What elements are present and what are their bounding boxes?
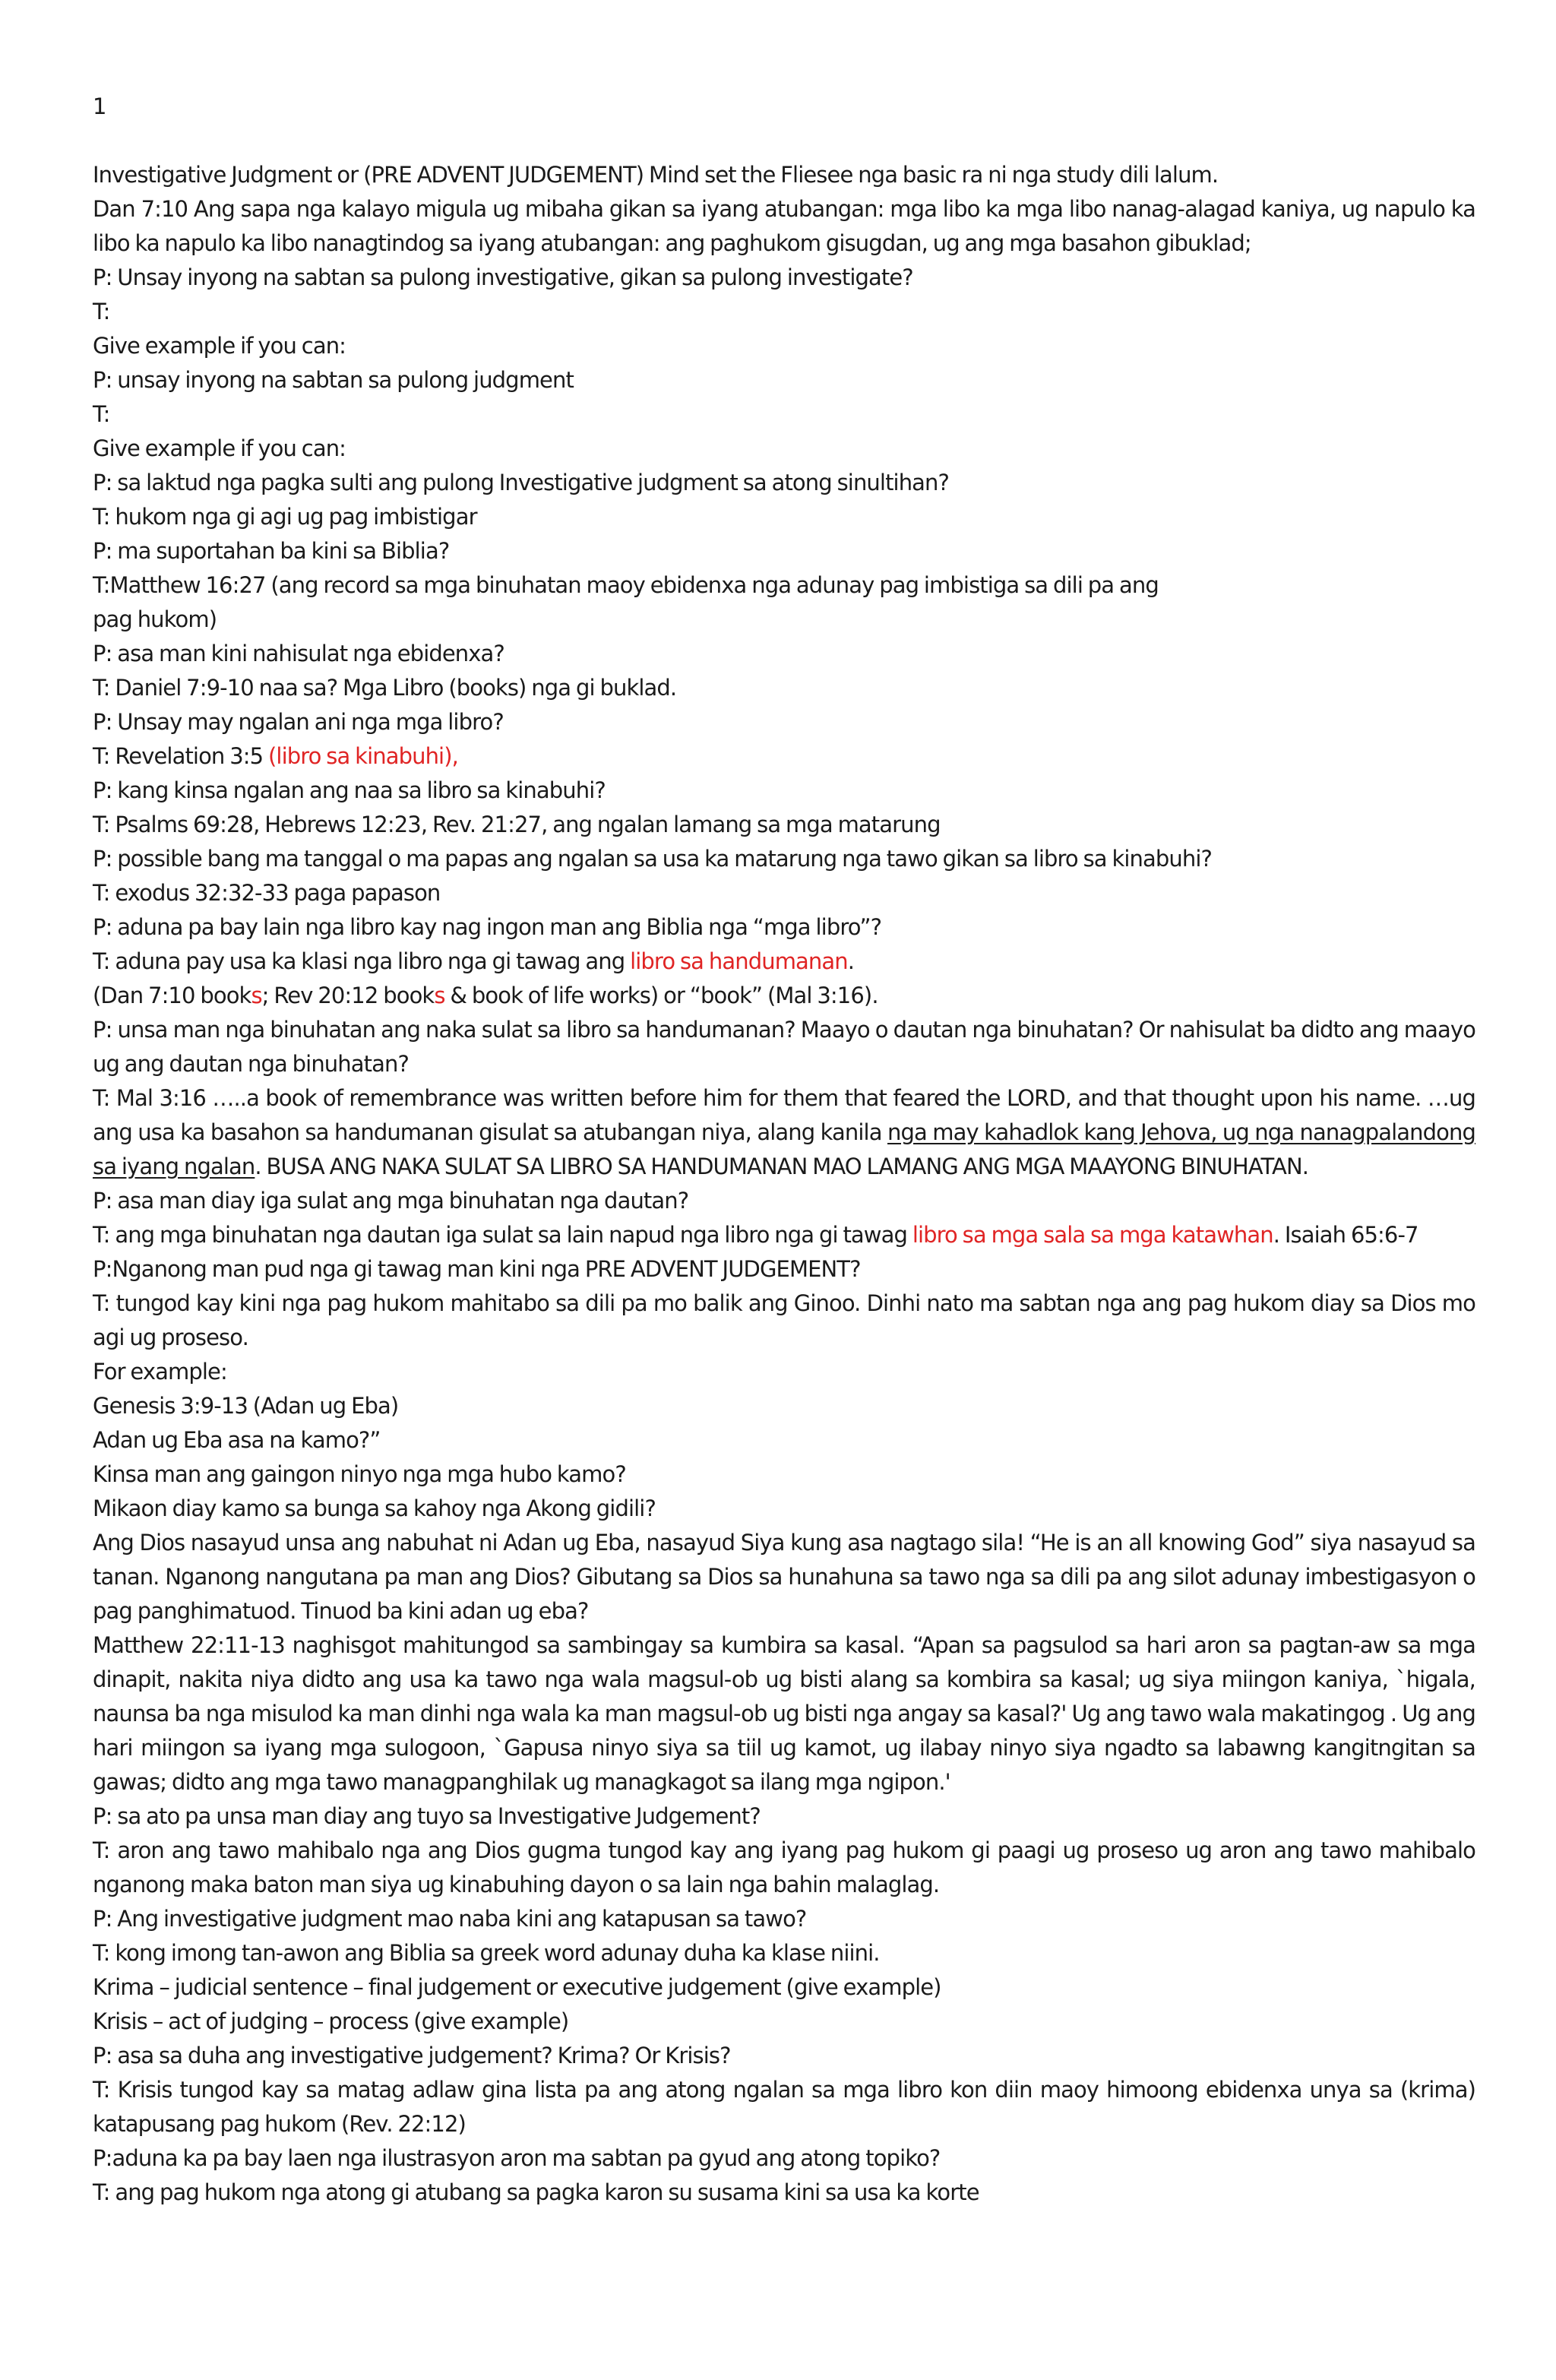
answer-line <box>93 1218 1475 1252</box>
definition-line: Krisis – act of judging – process (give example) <box>93 2008 569 2034</box>
answer-line: T: aron ang tawo mahibalo nga ang Dios gugma tungod kay ang iyang pag hukom gi paagi ug proseso ug aron ang tawo mahibalo nganong maka baton man siya ug kinabuhing dayon o sa lain nga bahin malaglag. <box>93 1837 1475 1897</box>
question-line: P: Ang investigative judgment mao naba kini ang katapusan sa tawo? <box>93 1906 807 1932</box>
answer-text: pag hukom) <box>93 606 217 632</box>
answer-text: T: ang mga binuhatan nga dautan iga sulat sa lain napud nga libro nga gi tawag <box>93 1222 912 1248</box>
question-line: P: unsa man nga binuhatan ang naka sulat sa libro sa handumanan? Maayo o dautan nga binuhatan? Or nahisulat ba didto ang maayo ug ang dautan nga binuhatan? <box>93 1017 1475 1077</box>
answer-line: T: hukom nga gi agi ug pag imbistigar <box>93 504 477 530</box>
explanation-paragraph: Ang Dios nasayud unsa ang nabuhat ni Adan ug Eba, nasayud Siya kung asa nagtago sila! “He is an all knowing God” siya nasayud sa tanan. Nganong nangutana pa man ang Dios? Gibutang sa Dios sa hunahuna sa tawo nga sa dili pa ang silot adunay imbestigasyon o pag panghimatuod. Tinuod ba kini adan ug eba? <box>93 1530 1475 1624</box>
question-line: P: aduna pa bay lain nga libro kay nag ingon man ang Biblia nga “mga libro”? <box>93 914 882 940</box>
document-body <box>93 90 1475 2210</box>
answer-text: T:Matthew 16:27 (ang record sa mga binuhatan maoy ebidenxa nga adunay pag imbistiga sa dili pa ang <box>93 572 1159 598</box>
question-line: P: asa man kini nahisulat nga ebidenxa? <box>93 641 504 666</box>
scripture-quote: Mikaon diay kamo sa bunga sa kahoy nga Akong gidili? <box>93 1495 656 1521</box>
answer-text: T: Revelation 3:5 <box>93 743 268 769</box>
doc-title-line: Investigative Judgment or (PRE ADVENT JUDGEMENT) Mind set the Fliesee nga basic ra ni nga study dili lalum. <box>93 162 1219 188</box>
question-line: P: asa man diay iga sulat ang mga binuhatan nga dautan? <box>93 1188 689 1214</box>
question-line: P: asa sa duha ang investigative judgement? Krima? Or Krisis? <box>93 2043 731 2068</box>
answer-line: T: tungod kay kini nga pag hukom mahitabo sa dili pa mo balik ang Ginoo. Dinhi nato ma sabtan nga ang pag hukom diay sa Dios mo agi ug proseso. <box>93 1290 1475 1350</box>
answer-line: T: exodus 32:32-33 paga papason <box>93 880 441 906</box>
dan-7-10-verse: Dan 7:10 Ang sapa nga kalayo migula ug mibaha gikan sa iyang atubangan: mga libo ka mga libo nanag-alagad kaniya, ug napulo ka libo ka napulo ka libo nanagtindog sa iyang atubangan: ang paghukom gisugdan, ug ang mga basahon gibuklad; <box>93 196 1475 256</box>
underlined-phrase: nga may kahadlok kang Jehova, ug nga nanagpalandong sa iyang ngalan <box>93 1119 1475 1179</box>
answer-line <box>93 739 1475 774</box>
scripture-quote: Kinsa man ang gaingon ninyo nga mga hubo kamo? <box>93 1461 626 1487</box>
answer-text: T: Mal 3:16 …..a book of remembrance was written before him for them that feared the LORD, and that thought upon his name. …ug ang usa ka basahon sa handumanan gisulat sa atubangan niya, alang kanila <box>93 1085 1475 1145</box>
question-line: P: sa ato pa unsa man diay ang tuyo sa Investigative Judgement? <box>93 1803 761 1829</box>
question-line: P:aduna ka pa bay laen nga ilustrasyon aron ma sabtan pa gyud ang atong topiko? <box>93 2145 941 2171</box>
question-line: P: Unsay may ngalan ani nga mga libro? <box>93 709 504 735</box>
highlight-book-of-remembrance: libro sa handumanan <box>630 948 848 974</box>
answer-line <box>93 1081 1475 1184</box>
answer-line: T: kong imong tan-awon ang Biblia sa greek word adunay duha ka klase niini. <box>93 1940 880 1966</box>
answer-text: . <box>847 948 855 974</box>
answer-line: T: Daniel 7:9-10 naa sa? Mga Libro (books) nga gi buklad. <box>93 675 677 701</box>
matthew-22-paragraph: Matthew 22:11-13 naghisgot mahitungod sa sambingay sa kumbira sa kasal. “Apan sa pagsulod sa hari aron sa pagtan-aw sa mga dinapit, nakita niya didto ang usa ka tawo nga wala magsul-ob ug bisti alang sa kombira sa kasal; ug siya miingon kaniya, `higala, naunsa ba nga misulod ka man dinhi nga wala ka man magsul-ob ug bisti nga angay sa kasal?' Ug ang tawo wala makatingog . Ug ang hari miingon sa iyang mga sulogoon, `Gapusa ninyo siya sa tiil ug kamot, ug ilabay ninyo siya ngadto sa labawng kangitngitan sa gawas; didto ang mga tawo managpanghilak ug managkagot sa ilang mga ngipon.' <box>93 1632 1475 1795</box>
highlight-letter-s: s <box>434 983 445 1008</box>
example-prompt: Give example if you can: <box>93 435 346 461</box>
highlight-letter-s: s <box>251 983 262 1008</box>
answer-line <box>93 568 1475 637</box>
answer-text: . Isaiah 65:6-7 <box>1273 1222 1418 1248</box>
answer-line: T: <box>93 401 110 427</box>
definition-line: Krima – judicial sentence – final judgement or executive judgement (give example) <box>93 1974 941 2000</box>
highlight-book-of-life: (libro sa kinabuhi), <box>268 743 458 769</box>
reference-line <box>93 979 1475 1013</box>
highlight-book-of-sins: libro sa mga sala sa mga katawhan <box>912 1222 1273 1248</box>
answer-line: T: ang pag hukom nga atong gi atubang sa pagka karon su susama kini sa usa ka korte <box>93 2179 979 2205</box>
answer-line: T: <box>93 299 110 324</box>
question-line: P: unsay inyong na sabtan sa pulong judgment <box>93 367 574 393</box>
example-prompt: Give example if you can: <box>93 333 346 359</box>
answer-line: T: Krisis tungod kay sa matag adlaw gina lista pa ang atong ngalan sa mga libro kon diin maoy himoong ebidenxa unya sa (krima) katapusang pag hukom (Rev. 22:12) <box>93 2077 1475 2137</box>
question-line: P: sa laktud nga pagka sulti ang pulong Investigative judgment sa atong sinultihan? <box>93 470 950 495</box>
answer-text: . BUSA ANG NAKA SULAT SA LIBRO SA HANDUMANAN MAO LAMANG ANG MGA MAAYONG BINUHATAN. <box>255 1154 1309 1179</box>
reference-text: & book of life works) or “book” (Mal 3:16). <box>444 983 878 1008</box>
reference-text: (Dan 7:10 book <box>93 983 251 1008</box>
question-line: P:Nganong man pud nga gi tawag man kini nga PRE ADVENT JUDGEMENT? <box>93 1256 861 1282</box>
question-line: P: kang kinsa ngalan ang naa sa libro sa kinabuhi? <box>93 777 606 803</box>
question-line: P: possible bang ma tanggal o ma papas ang ngalan sa usa ka matarung nga tawo gikan sa libro sa kinabuhi? <box>93 846 1213 872</box>
answer-text: T: aduna pay usa ka klasi nga libro nga gi tawag ang <box>93 948 631 974</box>
answer-line: T: Psalms 69:28, Hebrews 12:23, Rev. 21:27, ang ngalan lamang sa mga matarung <box>93 812 941 837</box>
page-number: 1 <box>93 93 106 119</box>
scripture-quote: Adan ug Eba asa na kamo?” <box>93 1427 381 1453</box>
question-line: P: Unsay inyong na sabtan sa pulong investigative, gikan sa pulong investigate? <box>93 264 913 290</box>
question-line: P: ma suportahan ba kini sa Biblia? <box>93 538 450 564</box>
reference-text: ; Rev 20:12 book <box>261 983 435 1008</box>
scripture-reference: Genesis 3:9-13 (Adan ug Eba) <box>93 1393 399 1419</box>
example-heading: For example: <box>93 1359 227 1385</box>
answer-line <box>93 945 1475 979</box>
